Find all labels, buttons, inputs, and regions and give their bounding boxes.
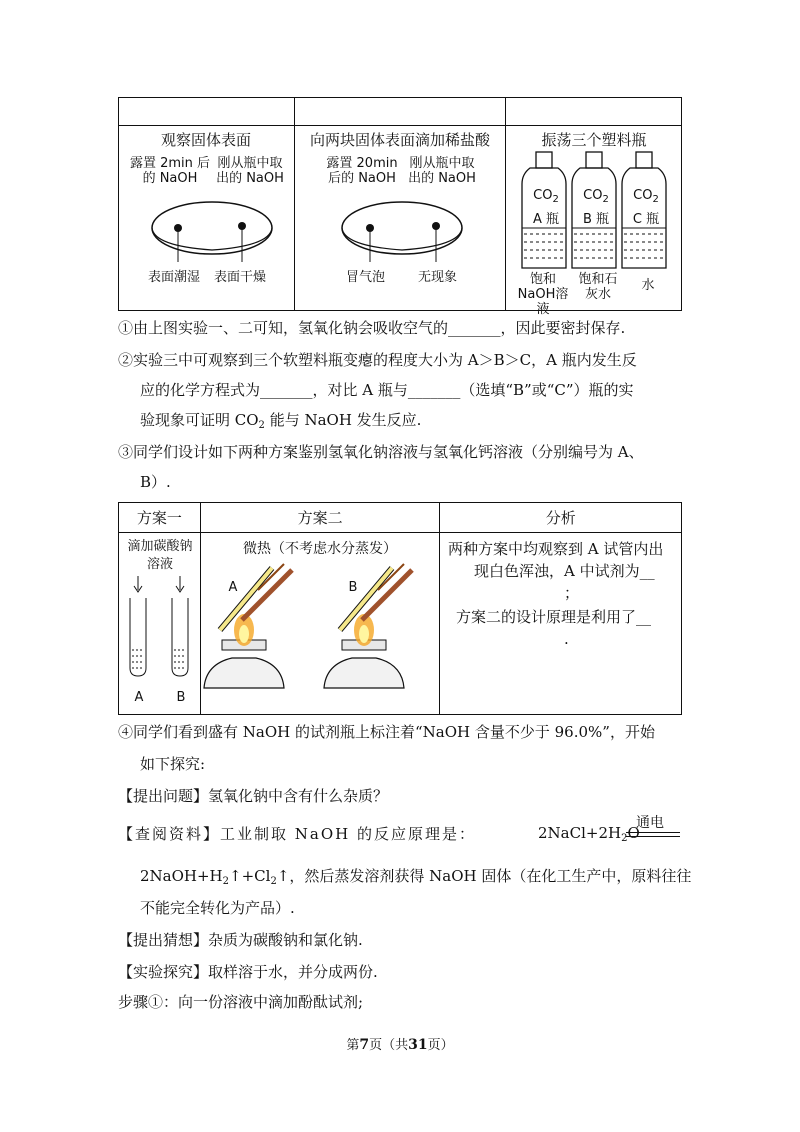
experiment-2-bottom-left: 冒气泡 — [346, 270, 386, 285]
analysis-line-1: 两种方案中均观察到 A 试管内出 — [448, 540, 664, 558]
question-2-line-2: 应的化学方程式为_______，对比 A 瓶与_______（选填“B”或“C”）瓶的实 — [140, 381, 634, 399]
bottle-c-liquid: 水 — [641, 278, 655, 293]
question-4-line-2: 如下探究: — [140, 755, 206, 773]
experiment-2-left-label: 露置 20min 后的 NaOH — [326, 156, 398, 186]
test-tubes — [120, 574, 200, 684]
header-plan-1: 方案一 — [119, 503, 201, 533]
question-1: ①由上图实验一、二可知，氢氧化钠会吸收空气的_______，因此要密封保存. — [118, 319, 626, 337]
experiment-2-title: 向两块固体表面滴加稀盐酸 — [309, 131, 490, 149]
page-number: 7 — [359, 1037, 370, 1053]
analysis-line-3: ； — [564, 584, 580, 602]
analysis-text — [444, 538, 680, 650]
plan-2-tube-a: A — [228, 580, 238, 595]
electrolysis-condition: 通电 — [636, 815, 664, 831]
bottle-b-liquid: 饱和石灰水 — [578, 272, 618, 302]
experiment-1-bottom-right: 表面干燥 — [214, 270, 267, 285]
plan-2-tube-b: B — [348, 580, 358, 595]
analysis-line-2: 现白色浑浊，A 中试剂为__ — [474, 562, 655, 580]
bottle-b-gas: $CO_2$ — [583, 188, 609, 205]
explore: 【实验探究】取样溶于水，并分成两份. — [118, 963, 378, 981]
experiment-2-right-label: 刚从瓶中取出的 NaOH — [408, 156, 476, 186]
analysis-line-4: 方案二的设计原理是利用了__ — [456, 608, 652, 626]
bottle-a-label: A 瓶 — [532, 212, 560, 227]
plan-2-label: 微热（不考虑水分蒸发） — [243, 541, 397, 557]
header-plan-2: 方案二 — [200, 503, 440, 533]
ask-problem: 【提出问题】氢氧化钠中含有什么杂质？ — [118, 787, 389, 805]
experiment-3-title: 振荡三个塑料瓶 — [541, 131, 647, 149]
equation-line-3: 不能完全转化为产品）. — [140, 899, 295, 917]
question-2-line-1: ②实验三中可观察到三个软塑料瓶变瘪的程度大小为 A＞B＞C，A 瓶内发生反 — [118, 351, 637, 369]
experiment-1-right-label: 刚从瓶中取出的 NaOH — [216, 156, 284, 186]
header-analysis: 分析 — [440, 503, 682, 533]
step-1: 步骤①：向一份溶液中滴加酚酞试剂; — [118, 993, 364, 1011]
table1-empty-cell — [294, 98, 506, 126]
question-3-line-1: ③同学们设计如下两种方案鉴别氢氧化钠溶液与氢氧化钙溶液（分别编号为 A、 — [118, 443, 644, 461]
question-2-line-3: 验现象可证明 $CO_2$ 能与 NaOH 发生反应. — [140, 411, 422, 431]
table1-empty-cell — [119, 98, 295, 126]
bottle-a-gas: $CO_2$ — [533, 188, 559, 205]
plan-1-label: 滴加碳酸钠溶液 — [127, 539, 193, 572]
experiment-1-title: 观察固体表面 — [160, 131, 251, 149]
total-pages: 31 — [408, 1037, 428, 1053]
equation-line-2: $2NaOH+H_2↑+Cl_2↑$，然后蒸发溶剂获得 NaOH 固体（在化工生产中，原料往往 — [140, 867, 692, 887]
data-lookup: 【查阅资料】工业制取 NaOH 的反应原理是： — [118, 825, 476, 843]
bottle-c-label: C 瓶 — [632, 212, 660, 227]
bottle-c-gas: $CO_2$ — [633, 188, 659, 205]
table1-empty-cell — [506, 98, 682, 126]
watch-glass-2 — [340, 190, 470, 265]
tube-a-label: A — [134, 690, 144, 705]
experiment-2-bottom-right: 无现象 — [418, 270, 458, 285]
experiment-1-bottom-left: 表面潮湿 — [148, 270, 201, 285]
tube-b-label: B — [176, 690, 186, 705]
question-4-line-1: ④同学们看到盛有 NaOH 的试剂瓶上标注着“NaOH 含量不少于 96.0%”，开始 — [118, 723, 655, 741]
bottle-b-label: B 瓶 — [582, 212, 610, 227]
watch-glass-1 — [150, 190, 280, 265]
bottle-a-liquid: 饱和NaOH溶液 — [517, 272, 569, 317]
equation-part-1: $2NaCl+2H_2O$ — [538, 824, 640, 844]
hypothesis: 【提出猜想】杂质为碳酸钠和氯化钠. — [118, 931, 363, 949]
question-3-line-2: B）. — [140, 473, 171, 491]
analysis-line-5: . — [564, 630, 569, 648]
page-footer: 第7页（共31页） — [346, 1037, 454, 1053]
experiment-1-left-label: 露置 2min 后的 NaOH — [129, 156, 211, 186]
equals-sign — [626, 832, 680, 837]
